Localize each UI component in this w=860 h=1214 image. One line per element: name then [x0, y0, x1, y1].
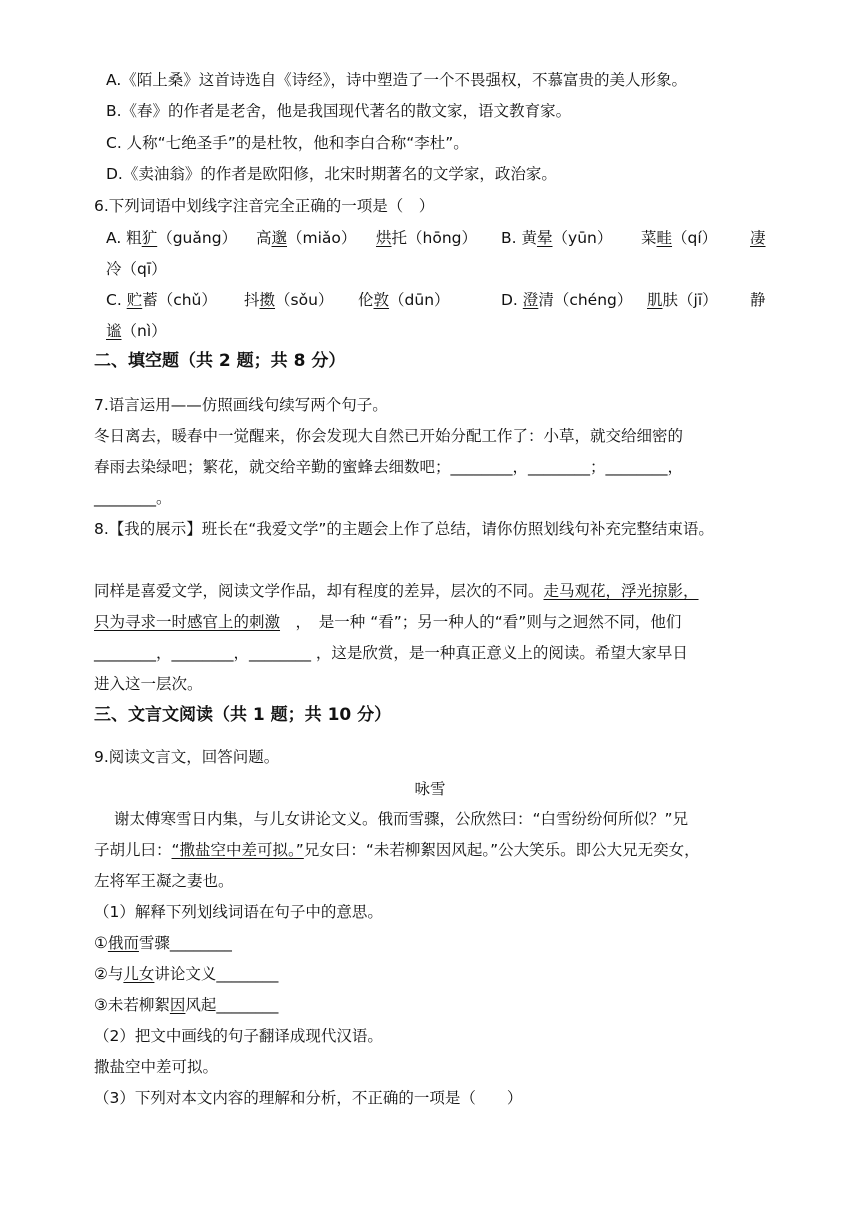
q9-sub1: （1）解释下列划线词语在句子中的意思。 [94, 903, 383, 921]
q6-d-word3: 静 [750, 291, 766, 309]
q6-c-word2: 抖擞（sǒu） [244, 291, 334, 309]
q8-line3: ________，________，________ ，这是欣赏，是一种真正意义上的阅读。希望大家早日 [94, 644, 688, 662]
q6-c-word3: 伦敦（dūn） [358, 291, 450, 309]
q6-b-word3: 凄 [750, 229, 766, 247]
q9-stem: 9.阅读文言文，回答问题。 [94, 748, 280, 766]
passage-line3: 左将军王凝之妻也。 [94, 872, 234, 890]
q6-a-word3: 烘托（hōng） [376, 229, 477, 247]
q8-stem: 8.【我的展示】班长在“我爱文学”的主题会上作了总结，请你仿照划线句补充完整结束语。 [94, 520, 714, 538]
q8-line4: 进入这一层次。 [94, 675, 203, 693]
q7-line3: ________。 [94, 489, 172, 507]
q7-stem: 7.语言运用——仿照画线句续写两个句子。 [94, 396, 388, 414]
q7-line2: 春雨去染绿吧；繁花，就交给辛勤的蜜蜂去细数吧；________，________；________， [94, 458, 684, 476]
q9-sub3: （3）下列对本文内容的理解和分析，不正确的一项是（ ） [94, 1089, 523, 1107]
passage-line2: 子胡儿曰：“撒盐空中差可拟。”兄女曰：“未若柳絮因风起。”公大笑乐。即公大兄无奕女， [94, 841, 700, 859]
q6-b-word1: B. 黄晕（yūn） [501, 229, 613, 247]
q5-option-b: B.《春》的作者是老舍，他是我国现代著名的散文家，语文教育家。 [106, 102, 572, 120]
q6-b-word2: 菜畦（qí） [641, 229, 718, 247]
q9-sub2-sentence: 撒盐空中差可拟。 [94, 1058, 219, 1076]
section-3-heading: 三、文言文阅读（共 1 题；共 10 分） [94, 705, 392, 725]
q6-a-word2: 高邈（miǎo） [256, 229, 357, 247]
q9-sub2: （2）把文中画线的句子翻译成现代汉语。 [94, 1027, 383, 1045]
passage-line1: 谢太傅寒雪日内集，与儿女讲论文义。俄而雪骤，公欣然曰：“白雪纷纷何所似？”兄 [114, 810, 689, 828]
q9-item3: ③未若柳絮因风起________ [94, 996, 279, 1014]
q6-d-word1: D. 澄清（chéng） [501, 291, 633, 309]
q6-d-word2: 肌肤（jī） [647, 291, 718, 309]
q5-option-a: A.《陌上桑》这首诗选自《诗经》，诗中塑造了一个不畏强权，不慕富贵的美人形象。 [106, 71, 688, 89]
q5-option-c: C. 人称“七绝圣手”的是杜牧，他和李白合称“李杜”。 [106, 134, 469, 152]
section-2-heading: 二、填空题（共 2 题；共 8 分） [94, 351, 346, 371]
q8-line2: 只为寻求一时感官上的刺激 ， 是一种 “看”；另一种人的“看”则与之迥然不同，他们 [94, 613, 682, 631]
q6-stem: 6.下列词语中划线字注音完全正确的一项是（ ） [94, 197, 435, 215]
q7-line1: 冬日离去，暖春中一觉醒来，你会发现大自然已开始分配工作了：小草，就交给细密的 [94, 427, 684, 445]
passage-title: 咏雪 [414, 780, 446, 798]
q6-c-word1: C. 贮蓄（chǔ） [106, 291, 217, 309]
q6-d-word3-cont: 谧（nì） [106, 322, 167, 340]
q6-a-word1: A. 粗犷（guǎng） [106, 229, 238, 247]
q9-item2: ②与儿女讲论文义________ [94, 965, 279, 983]
q6-b-word3-cont: 冷（qī） [106, 260, 167, 278]
q5-option-d: D.《卖油翁》的作者是欧阳修，北宋时期著名的文学家，政治家。 [106, 165, 557, 183]
q8-line1: 同样是喜爱文学，阅读文学作品，却有程度的差异，层次的不同。走马观花，浮光掠影， [94, 582, 699, 600]
q9-item1: ①俄而雪骤________ [94, 934, 232, 952]
